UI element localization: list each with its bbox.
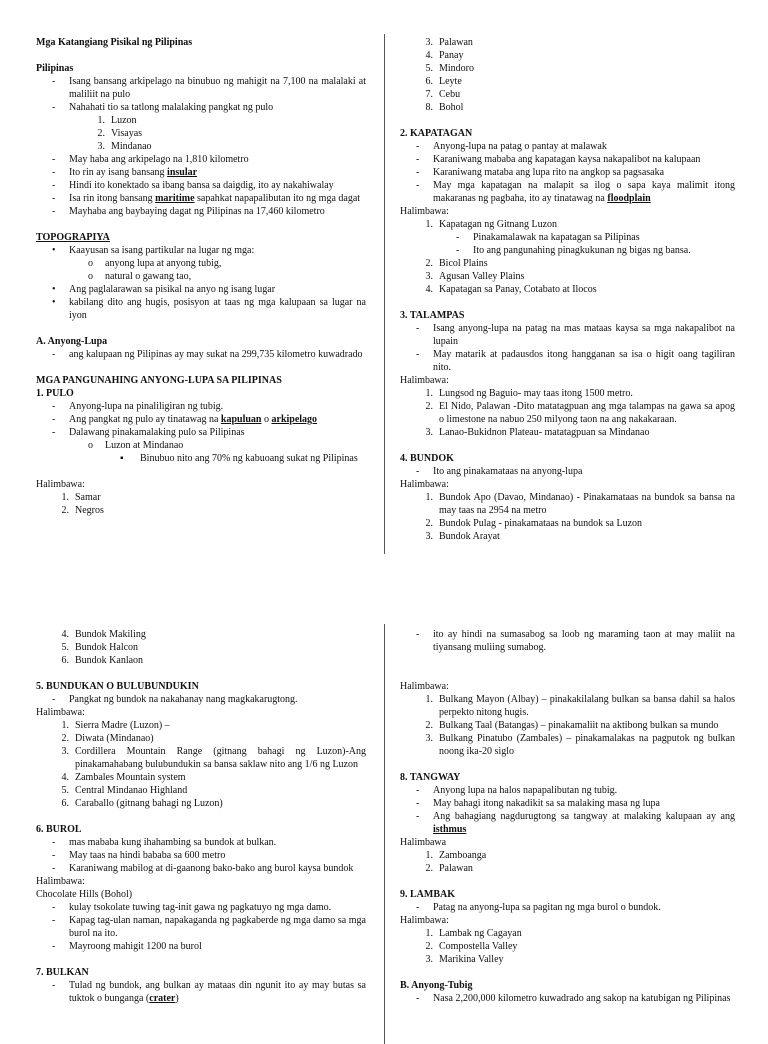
list-item: 1. Lungsod ng Baguio- may taas itong 1500 metro. [425, 388, 633, 399]
halimbawa-label: Halimbawa: [36, 876, 85, 887]
list-item: • kabilang dito ang hugis, posisyon at taas ng mga kalupaan sa lugar na iyon [52, 297, 366, 321]
list-item: 3. Palawan [425, 37, 473, 48]
list-item: 6. Caraballo (gitnang bahagi ng Luzon) [61, 798, 223, 809]
halimbawa-label: Halimbawa [400, 837, 447, 848]
term-maritime: maritime [155, 193, 195, 204]
section-heading-topograpiya: TOPOGRAPIYA [36, 232, 110, 243]
list-item: - Anyong-lupa na pinaliligiran ng tubig. [52, 401, 224, 412]
list-item: 2. Palawan [425, 863, 473, 874]
list-item: 7. Cebu [425, 89, 461, 100]
section-heading-mga-pangunahing: MGA PANGUNAHING ANYONG-LUPA SA PILIPINAS [36, 375, 282, 386]
list-item: - Ang pangkat ng pulo ay tinatawag na kapuluan o arkipelago [52, 414, 318, 425]
list-item: - May haba ang arkipelago na 1,810 kilometro [52, 154, 249, 165]
list-item: 1. Sierra Madre (Luzon) – [61, 720, 170, 731]
list-item: 3. Lanao-Bukidnon Plateau- matatagpuan sa Mindanao [425, 427, 650, 438]
section-heading-burol: 6. BUROL [36, 824, 82, 835]
list-item: 3. Bulkang Pinatubo (Zambales) – pinakamalakas na pagputok ng bulkan noong ika-20 siglo [425, 733, 735, 757]
list-item: - May matarik at padausdos itong hangganan sa isa o higit oang tagiliran nito. [416, 349, 735, 373]
list-item: 6. Leyte [425, 76, 462, 87]
list-item: 1. Samar [61, 492, 101, 503]
list-item: 1. Lambak ng Cagayan [425, 928, 522, 939]
page1-left-column [36, 0, 366, 517]
term-floodplain: floodplain [607, 193, 651, 204]
halimbawa-label: Halimbawa: [400, 915, 449, 926]
section-heading-bundukan: 5. BUNDUKAN O BULUBUNDUKIN [36, 681, 199, 692]
list-item: 6. Bundok Kanlaon [61, 655, 144, 666]
list-item: 3. Bundok Arayat [425, 531, 500, 542]
list-item: - May taas na hindi bababa sa 600 metro [52, 850, 226, 861]
term-insular: insular [167, 167, 198, 178]
section-heading-bulkan: 7. BULKAN [36, 967, 89, 978]
list-item: - ito ay hindi na sumasabog sa loob ng maraming taon at may maliit na tiyansang muliing sumabog. [416, 629, 735, 653]
page1-right-column [400, 0, 735, 543]
list-item: 2. El Nido, Palawan -Dito matatagpuan ang mga talampas na gawa sa apog o limestone na nabuo 250 milyong taon na ang nakakaraan. [425, 401, 735, 425]
list-item: - Nahahati tio sa tatlong malalaking pangkat ng pulo [52, 102, 274, 113]
list-item: - kulay tsokolate tuwing tag-init gawa ng pagkatuyo ng mga damo. [52, 902, 332, 913]
list-item: - Pangkat ng bundok na nakahanay nang magkakarugtong. [52, 694, 298, 705]
term-crater: crater [149, 993, 176, 1004]
column-divider [384, 624, 385, 1044]
list-item: 1. Zamboanga [425, 850, 487, 861]
chocolate-hills-label: Chocolate Hills (Bohol) [36, 889, 133, 900]
list-item: 5. Bundok Halcon [61, 642, 139, 653]
halimbawa-label: Halimbawa: [400, 681, 449, 692]
list-item: 4. Zambales Mountain system [61, 772, 186, 783]
list-item: o natural o gawang tao, [88, 271, 192, 282]
section-heading-pulo: 1. PULO [36, 388, 74, 399]
list-item: 8. Bohol [425, 102, 464, 113]
list-item: - Dalawang pinakamalaking pulo sa Pilipinas [52, 427, 245, 438]
list-item: - Ang bahagiang nagdurugtong sa tangway at malaking kalupaan ay ang isthmus [416, 811, 735, 835]
section-heading-anyong-tubig: B. Anyong-Tubig [400, 980, 473, 991]
section-heading-talampas: 3. TALAMPAS [400, 310, 465, 321]
list-item: - Isang anyong-lupa na patag na mas mataas kaysa sa mga nakapalibot na lupain [416, 323, 735, 347]
list-item: 2. Negros [61, 505, 104, 516]
column-divider [384, 34, 385, 554]
list-item: - Isang bansang arkipelago na binubuo ng mahigit na 7,100 na malalaki at maliliit na pulo [52, 76, 366, 100]
list-item: o anyong lupa at anyong tubig, [88, 258, 222, 269]
list-item: 4. Kapatagan sa Panay, Cotabato at Ilocos [425, 284, 597, 295]
section-heading-bundok: 4. BUNDOK [400, 453, 454, 464]
list-item: - Isa rin itong bansang maritime sapahkat napapalibutan ito ng mga dagat [52, 193, 361, 204]
list-item: 2. Bicol Plains [425, 258, 488, 269]
page2-right-column [400, 512, 735, 1005]
section-heading-lambak: 9. LAMBAK [400, 889, 455, 900]
halimbawa-label: Halimbawa: [400, 375, 449, 386]
list-item: - Hindi ito konektado sa ibang bansa sa daigdig, ito ay nakahiwalay [52, 180, 334, 191]
list-item: - Anyong lupa na halos napapalibutan ng tubig. [416, 785, 618, 796]
list-item: 5. Mindoro [425, 63, 474, 74]
term-kapuluan: kapuluan [220, 414, 262, 425]
list-item: 1. Kapatagan ng Gitnang Luzon [425, 219, 558, 230]
list-item: 2. Diwata (Mindanao) [61, 733, 154, 744]
list-item: 3. Mindanao [97, 141, 152, 152]
list-item: - Ito ang pinakamataas na anyong-lupa [416, 466, 583, 477]
list-item: ▪ Binubuo nito ang 70% ng kabuoang sukat ng Pilipinas [120, 453, 358, 464]
list-item: 3. Cordillera Mountain Range (gitnang bahagi ng Luzon)-Ang pinakamahabang bulubundukin sa bansa saklaw nito ang 1/6 ng Luzon [61, 746, 366, 770]
list-item: 1. Luzon [97, 115, 137, 126]
list-item: 3. Marikina Valley [425, 954, 504, 965]
list-item: - Kapag tag-ulan naman, napakaganda ng pagkaberde ng mga damo sa mga burol na ito. [52, 915, 366, 939]
document-page-2 [0, 512, 768, 1024]
section-heading-kapatagan: 2. KAPATAGAN [400, 128, 473, 139]
list-item: - Ito rin ay isang bansang insular [52, 167, 198, 178]
list-item: - Karaniwang mataba ang lupa rito na angkop sa pagsasaka [416, 167, 665, 178]
list-item: 1. Bundok Apo (Davao, Mindanao) - Pinakamataas na bundok sa bansa na may taas na 2954 na metro [425, 492, 735, 516]
list-item: - Ito ang pangunahing pinagkukunan ng bigas ng bansa. [456, 245, 691, 256]
list-item: - May bahagi itong nakadikit sa sa malaking masa ng lupa [416, 798, 660, 809]
list-item: 1. Bulkang Mayon (Albay) – pinakakilalang bulkan sa bansa dahil sa halos perpekto nitong hugis. [425, 694, 735, 718]
section-heading-tangway: 8. TANGWAY [400, 772, 461, 783]
halimbawa-label: Halimbawa: [400, 479, 449, 490]
list-item: - Mayroong mahigit 1200 na burol [52, 941, 202, 952]
list-item: - Pinakamalawak na kapatagan sa Pilipinas [456, 232, 640, 243]
list-item: 2. Bulkang Taal (Batangas) – pinakamaliit na aktibong bulkan sa mundo [425, 720, 719, 731]
list-item: 3. Agusan Valley Plains [425, 271, 525, 282]
list-item: - Karaniwang mababa ang kapatagan kaysa nakapalibot na kalupaan [416, 154, 701, 165]
list-item: • Kaayusan sa isang partikular na lugar ng mga: [52, 245, 255, 256]
list-item: - Nasa 2,200,000 kilometro kuwadrado ang sakop na katubigan ng Pilipinas [416, 993, 731, 1004]
section-heading-pilipinas: Pilipinas [36, 63, 74, 74]
list-item: o Luzon at Mindanao [88, 440, 184, 451]
list-item: - ang kalupaan ng Pilipinas ay may sukat na 299,735 kilometro kuwadrado [52, 349, 363, 360]
list-item: 5. Central Mindanao Highland [61, 785, 188, 796]
halimbawa-label: Halimbawa: [36, 707, 85, 718]
term-isthmus: isthmus [433, 824, 467, 835]
list-item: - Tulad ng bundok, ang bulkan ay mataas din ngunit ito ay may butas sa tuktok o bunganga (crater) [52, 980, 366, 1004]
list-item: • Ang paglalarawan sa pisikal na anyo ng isang lugar [52, 284, 276, 295]
list-item: - mas mababa kung ihahambing sa bundok at bulkan. [52, 837, 277, 848]
document-title: Mga Katangiang Pisikal ng Pilipinas [36, 37, 193, 48]
page2-left-column [36, 512, 366, 1005]
list-item: 2. Compostella Valley [425, 941, 518, 952]
list-item: 2. Bundok Pulag - pinakamataas na bundok sa Luzon [425, 518, 643, 529]
list-item: 2. Visayas [97, 128, 143, 139]
list-item: - Patag na anyong-lupa sa pagitan ng mga burol o bundok. [416, 902, 661, 913]
list-item: - Anyong-lupa na patag o pantay at malawak [416, 141, 607, 152]
list-item: - Karaniwang mabilog at di-gaanong bako-bako ang burol kaysa bundok [52, 863, 354, 874]
halimbawa-label: Halimbawa: [36, 479, 85, 490]
list-item: 4. Panay [425, 50, 464, 61]
halimbawa-label: Halimbawa: [400, 206, 449, 217]
list-item: - Mayhaba ang baybaying dagat ng Pilipinas na 17,460 kilometro [52, 206, 325, 217]
list-item: 4. Bundok Makiling [61, 629, 146, 640]
term-arkipelago: arkipelago [271, 414, 318, 425]
section-heading-anyong-lupa: A. Anyong-Lupa [36, 336, 108, 347]
list-item: - May mga kapatagan na malapit sa ilog o sapa kaya malimit itong makaranas ng pagbaha, ito ay tinatawag na floodplain [416, 180, 735, 204]
